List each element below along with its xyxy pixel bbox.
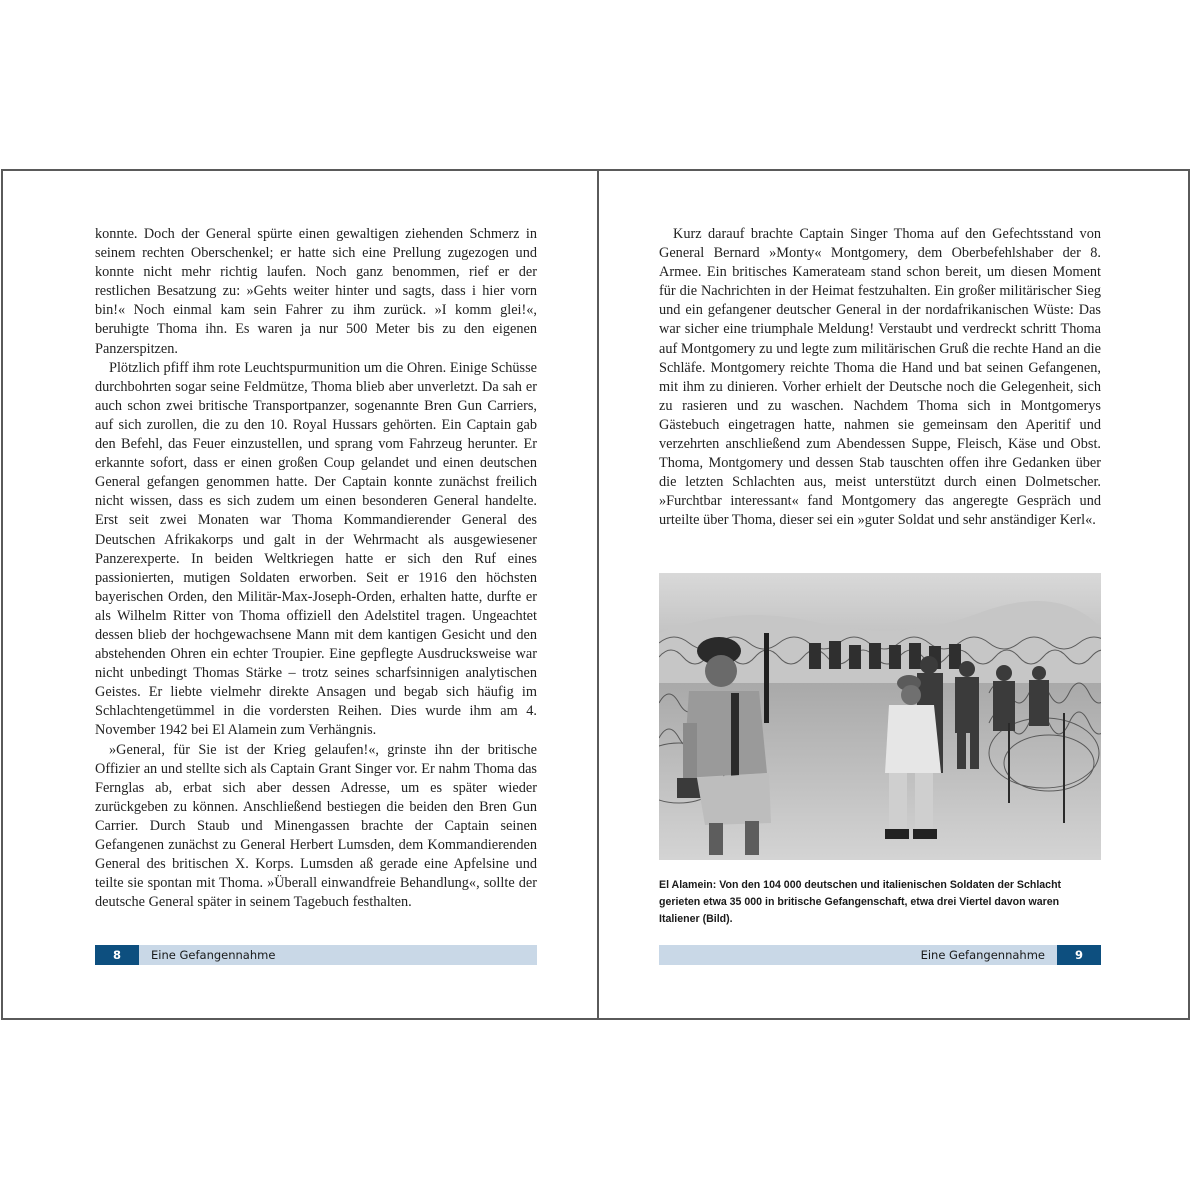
left-page-body bbox=[95, 225, 537, 912]
left-page-footer bbox=[95, 945, 537, 965]
running-head: Eine Gefangennahme bbox=[920, 948, 1045, 962]
page-number: 8 bbox=[95, 945, 139, 965]
photo-caption: El Alamein: Von den 104 000 deutschen und italienischen Soldaten der Schlacht gerieten etwa 35 000 in britische Gefangenschaft, etwa drei Viertel davon waren Italiener (Bild). bbox=[659, 879, 1062, 925]
page-number: 9 bbox=[1057, 945, 1101, 965]
paragraph: »General, für Sie ist der Krieg gelaufen!«, grinste ihn der britische Offizier an und stellte sich als Captain Grant Singer vor. Er nahm Thoma das Fernglas ab, erbat sich aber dessen Adresse, um es später wieder zurückgeben zu können. Anschließend bestiegen die beiden den Bren Gun Carrier. Durch Staub und Minengassen brachte der Captain seinen Gefangenen zunächst zu General Herbert Lumsden, dem Kommandierenden General des britischen X. Korps. Lumsden aß gerade eine Apfelsine und teilte sie spontan mit Thoma. »Überall einwandfreie Behandlung«, sollte der deutsche General später in seinem Tagebuch festhalten. bbox=[95, 741, 537, 911]
book-spread bbox=[1, 169, 1190, 1020]
paragraph: konnte. Doch der General spürte einen gewaltigen ziehenden Schmerz in seinem rechten Oberschenkel; er hatte sich eine Prellung zugezogen und konnte nicht mehr richtig laufen. Noch ganz benommen, rief er der restlichen Besatzung zu: »Gehts weiter hinter und sagts, dass i hier vorn bin!« Noch einmal kam sein Fahrer zu ihm zurück. »I komm glei!«, beruhigte Thoma ihn. Es waren ja nur 500 Meter bis zu den eigenen Panzerspitzen. bbox=[95, 226, 537, 357]
right-page-footer bbox=[659, 945, 1101, 965]
left-page bbox=[3, 171, 597, 1018]
running-head: Eine Gefangennahme bbox=[151, 948, 276, 962]
right-page-body bbox=[659, 225, 1101, 531]
right-page bbox=[599, 171, 1193, 1018]
paragraph: Kurz darauf brachte Captain Singer Thoma auf den Gefechtsstand von General Bernard »Monty« Montgomery, dem Oberbefehlshaber der 8. Armee. Ein britisches Kamerateam stand schon bereit, um diesen Moment für die Nachrichten in der Heimat festzuhalten. Ein großer militärischer Sieg und ein gefangener deutscher General in der nordafrikanischen Wüste: Das war sicher eine triumphale Meldung! Verstaubt und verdreckt schritt Thoma auf Montgomery zu und legte zum militärischen Gruß die rechte Hand an die Schläfe. Montgomery reichte Thoma die Hand und bat seinen Gefangenen, mit ihm zu dinieren. Vorher erhielt der Deutsche noch die Gelegenheit, sich zu rasieren und zu waschen. Nachdem Thoma sich in Montgomerys Gästebuch eingetragen hatte, nahmen sie gemeinsam den Aperitif und verzehrten anschließend zum Abendessen Suppe, Fleisch, Käse und Obst. Thoma, Montgomery und dessen Stab tauschten offen ihre Gedanken über die letzten Schlachten aus, meist unterstützt durch einen Dolmetscher. »Furchtbar interessant« fand Montgomery das angeregte Gespräch und urteilte über Thoma, dieser sei ein »guter Soldat und sehr anständiger Kerl«. bbox=[659, 226, 1101, 529]
paragraph: Plötzlich pfiff ihm rote Leuchtspurmunition um die Ohren. Einige Schüsse durchbohrten sogar seine Feldmütze, Thoma blieb aber unverletzt. Da sah er auch schon zwei britische Transportpanzer, sogenannte Bren Gun Carriers, auf sich zurollen, die zu den 10. Royal Hussars gehörten. Ein Captain gab den Befehl, das Feuer einzustellen, und sprang vom Fahrzeug herunter. Er erkannte sofort, dass er einen großen Coup gelandet und einen deutschen General gefangen genommen hatte. Der Captain konnte zunächst freilich nicht wissen, dass es sich zudem um einen besonderen General handelte. Erst seit zwei Monaten war Thoma Kommandierender General des Deutschen Afrikakorps und galt in der Wehrmacht als ausgewiesener Panzerexperte. In beiden Weltkriegen hatte er sich den Ruf eines passionierten, mutigen Soldaten erworben. Seit er 1916 den höchsten bayerischen Orden, den Militär-Max-Joseph-Orden, erhalten hatte, durfte er als Wilhelm Ritter von Thoma offiziell den Adelstitel tragen. Ungeachtet dessen blieb der hochgewachsene Mann mit dem kantigen Gesicht und den abstehenden Ohren ein echter Troupier. Eine gepflegte Ausdrucksweise war nicht unbedingt Thomas Stärke – trotz seines scharfsinnigen analytischen Geistes. Er liebte vielmehr direkte Ansagen und begab sich häufig im Schlachtengetümmel in die vordersten Reihen. Dies wurde ihm am 4. November 1942 bei El Alamein zum Verhängnis. bbox=[95, 359, 537, 739]
photo-soldiers-el-alamein bbox=[659, 573, 1101, 860]
